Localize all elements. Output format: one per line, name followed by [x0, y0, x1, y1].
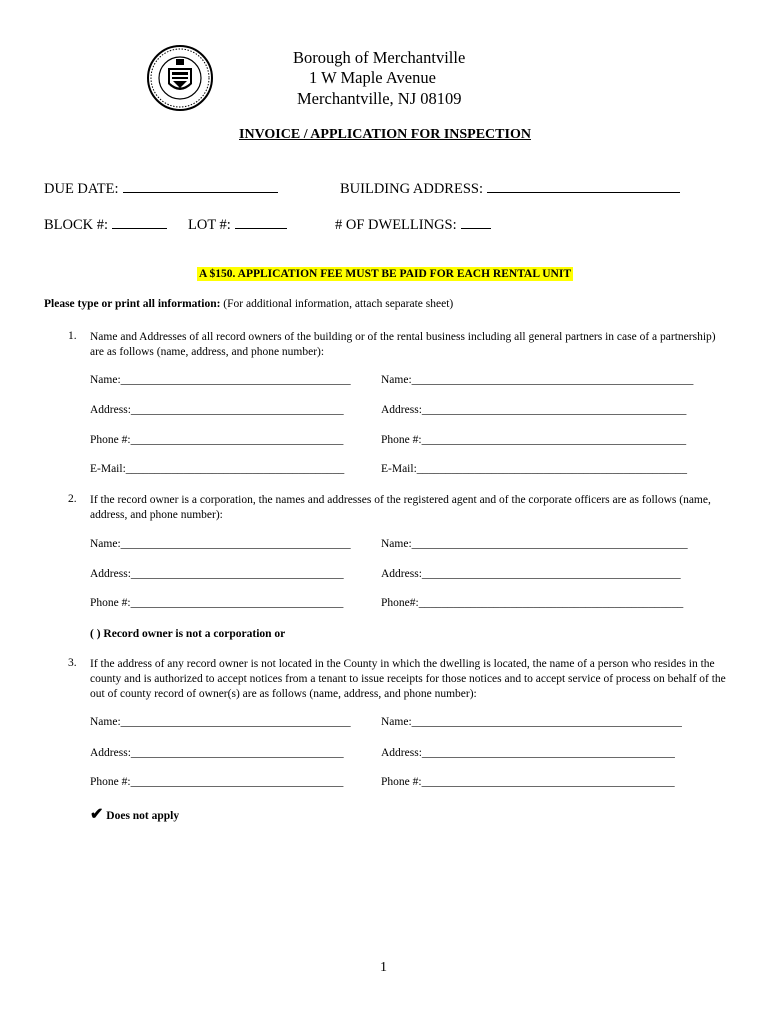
- s1-owner2-phone-field[interactable]: Phone #:______________________________________________: [381, 434, 687, 446]
- page-number: 1: [380, 960, 387, 975]
- section-2-number: 2.: [68, 493, 77, 505]
- s1-owner2-address-field[interactable]: Address:______________________________________________: [381, 404, 687, 416]
- section-1-text: Name and Addresses of all record owners of the building or of the rental business including all general partners in case of a partnership) are as follows (name, address, and phone number):: [90, 331, 716, 358]
- s1-owner2-email-field[interactable]: E-Mail:_______________________________________________: [381, 463, 688, 475]
- not-corporation-checkbox[interactable]: ( ): [90, 628, 101, 640]
- s2-left-address-field[interactable]: Address:_____________________________________: [90, 568, 344, 580]
- fee-notice: A $150. APPLICATION FEE MUST BE PAID FOR EACH RENTAL UNIT: [199, 268, 571, 280]
- does-not-apply-option[interactable]: [90, 804, 179, 824]
- not-corporation-option[interactable]: [90, 628, 285, 640]
- dwellings-field[interactable]: [335, 216, 491, 234]
- page-title: INVOICE / APPLICATION FOR INSPECTION: [239, 127, 531, 142]
- s3-left-name-field[interactable]: Name:________________________________________: [90, 716, 351, 728]
- s2-right-address-field[interactable]: Address:_____________________________________________: [381, 568, 681, 580]
- section-1-number: 1.: [68, 330, 77, 342]
- s1-owner1-phone-field[interactable]: Phone #:_____________________________________: [90, 434, 344, 446]
- s1-owner1-name-field[interactable]: Name:________________________________________: [90, 374, 351, 386]
- s2-right-phone-field[interactable]: Phone#:______________________________________________: [381, 597, 684, 609]
- lot-label: LOT #:: [188, 217, 231, 233]
- lot-field[interactable]: [188, 216, 287, 234]
- block-label: BLOCK #:: [44, 217, 109, 233]
- building-address-label: BUILDING ADDRESS:: [340, 181, 483, 197]
- s2-left-name-field[interactable]: Name:________________________________________: [90, 538, 351, 550]
- org-name: Borough of Merchantville: [293, 48, 466, 67]
- not-corporation-label: Record owner is not a corporation or: [103, 628, 286, 640]
- s3-left-phone-field[interactable]: Phone #:_____________________________________: [90, 776, 344, 788]
- s1-owner1-email-field[interactable]: E-Mail:______________________________________: [90, 463, 345, 475]
- s3-right-phone-field[interactable]: Phone #:____________________________________________: [381, 776, 675, 788]
- s3-right-address-field[interactable]: Address:____________________________________________: [381, 747, 675, 759]
- does-not-apply-label: Does not apply: [106, 810, 180, 822]
- s1-owner2-name-field[interactable]: Name:_________________________________________________: [381, 374, 694, 386]
- due-date-label: DUE DATE:: [44, 181, 119, 197]
- org-street: 1 W Maple Avenue: [309, 68, 436, 87]
- due-date-field[interactable]: [44, 180, 278, 198]
- section-3-text: If the address of any record owner is not located in the County in which the dwelling is located, the name of a person who resides in the county and is authorized to accept notices from a tenant to issue receipts for those notices and to accept service of process on behalf of the out of county record of owner(s) are as follows (name, address, and phone number):: [90, 658, 726, 700]
- section-3-number: 3.: [68, 657, 77, 669]
- borough-seal-icon: [146, 44, 214, 112]
- org-city: Merchantville, NJ 08109: [297, 89, 462, 108]
- s1-owner1-address-field[interactable]: Address:_____________________________________: [90, 404, 344, 416]
- s3-right-name-field[interactable]: Name:_______________________________________________: [381, 716, 682, 728]
- block-field[interactable]: [44, 216, 167, 234]
- s2-left-phone-field[interactable]: Phone #:_____________________________________: [90, 597, 344, 609]
- s3-left-address-field[interactable]: Address:_____________________________________: [90, 747, 344, 759]
- checkmark-icon[interactable]: ✔: [90, 806, 104, 823]
- s2-right-name-field[interactable]: Name:________________________________________________: [381, 538, 688, 550]
- building-address-field[interactable]: [340, 180, 680, 198]
- instructions: Please type or print all information: (For additional information, attach separate sheet): [44, 298, 454, 310]
- dwellings-label: # OF DWELLINGS:: [335, 217, 457, 233]
- section-2-text: If the record owner is a corporation, the names and addresses of the registered agent and of the corporate officers are as follows (name, address, and phone number):: [90, 494, 711, 521]
